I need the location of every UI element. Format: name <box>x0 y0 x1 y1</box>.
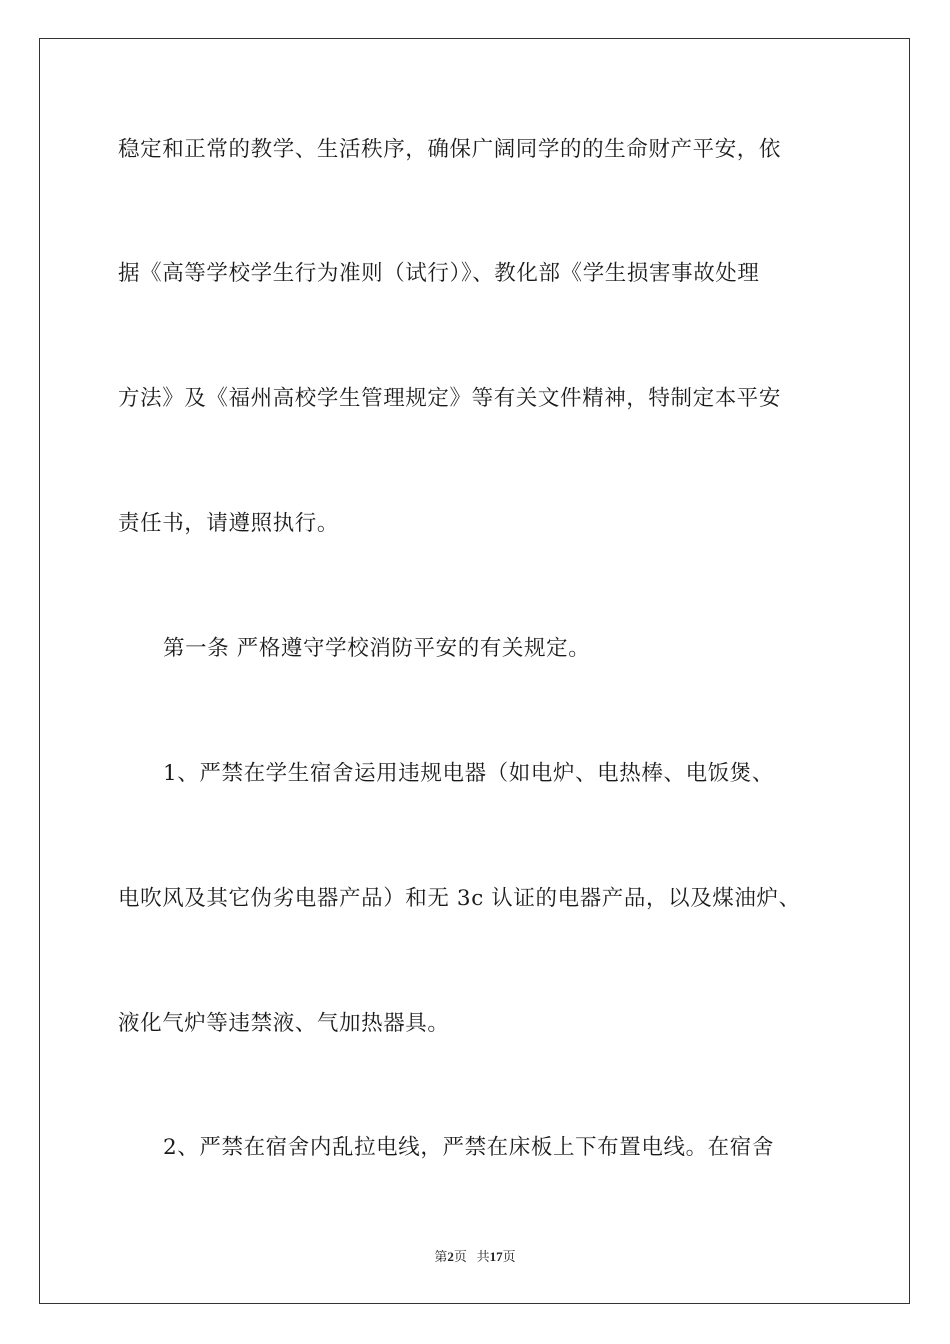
item-1-line-3: 液化气炉等违禁液、气加热器具。 <box>118 1011 450 1036</box>
item-1-line-1: 1、严禁在学生宿舍运用违规电器（如电炉、电热棒、电饭煲、 <box>163 761 774 786</box>
body-text-line-4: 责任书，请遵照执行。 <box>118 511 340 536</box>
page-border <box>39 38 910 1304</box>
page-suffix: 页 <box>453 1249 467 1264</box>
total-pages: 17 <box>489 1249 503 1264</box>
body-text-line-3: 方法》及《福州高校学生管理规定》等有关文件精神，特制定本平安 <box>118 386 782 411</box>
body-text-line-1: 稳定和正常的教学、生活秩序，确保广阔同学的的生命财产平安，依 <box>118 137 782 162</box>
total-suffix: 页 <box>502 1249 516 1264</box>
item-2-line-1: 2、严禁在宿舍内乱拉电线，严禁在床板上下布置电线。在宿舍 <box>163 1135 774 1160</box>
page-number: 2 <box>447 1249 454 1264</box>
page-prefix: 第 <box>434 1249 448 1264</box>
page-footer <box>0 1246 950 1265</box>
total-prefix: 共 <box>476 1249 490 1264</box>
article-heading: 第一条 严格遵守学校消防平安的有关规定。 <box>163 636 591 661</box>
item-1-line-2: 电吹风及其它伪劣电器产品）和无 3c 认证的电器产品，以及煤油炉、 <box>118 886 801 911</box>
body-text-line-2: 据《高等学校学生行为准则（试行）》、教化部《学生损害事故处理 <box>118 261 760 286</box>
